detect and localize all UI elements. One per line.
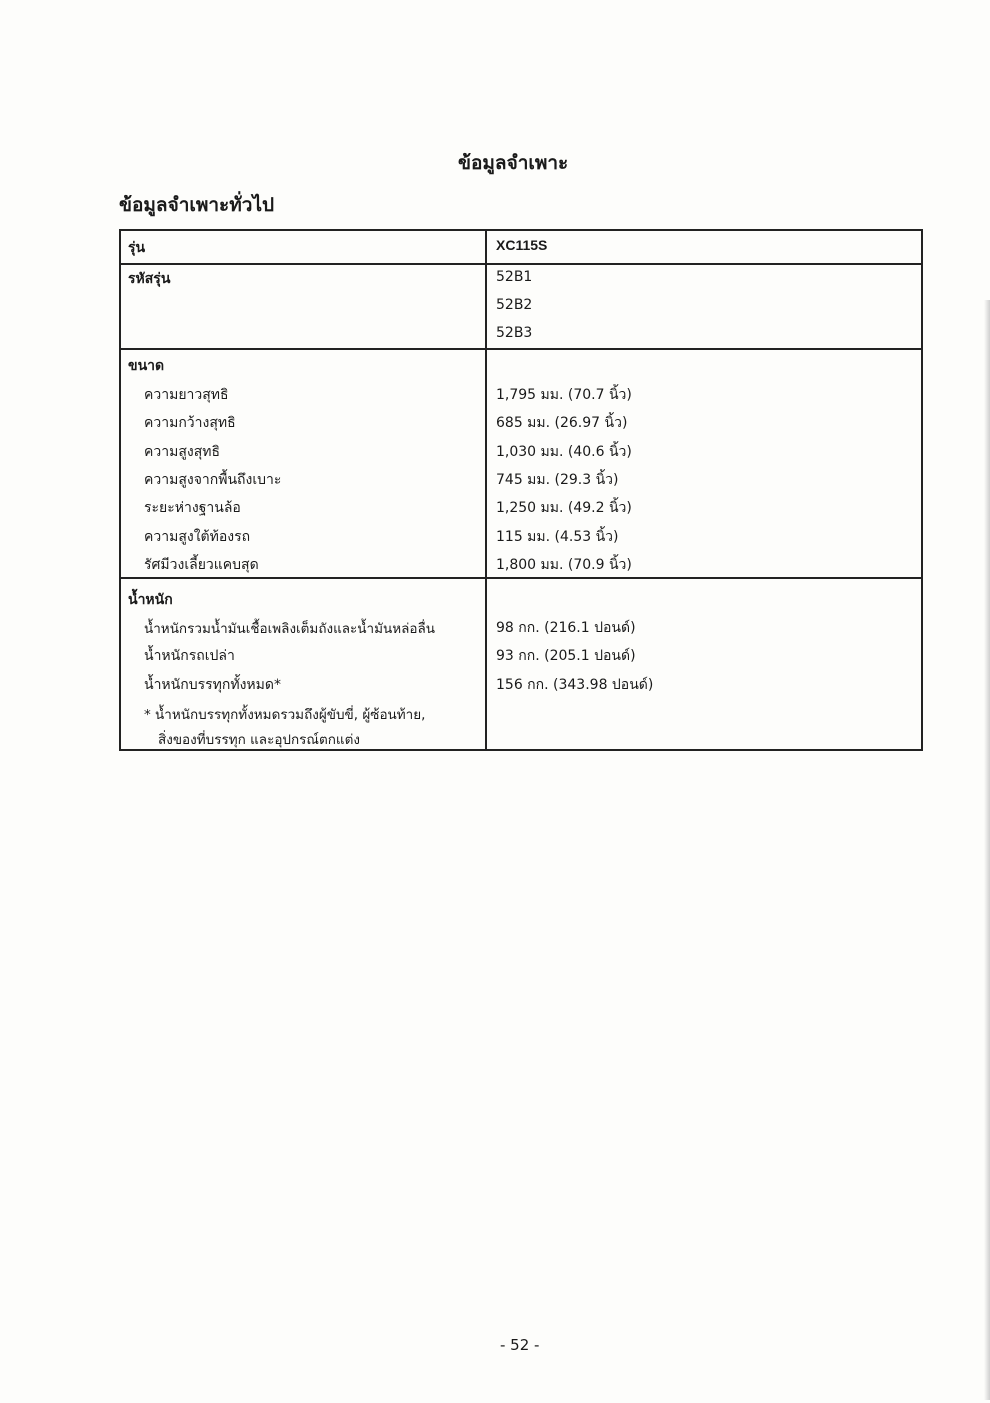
table-border-right — [921, 229, 923, 751]
header-label: รุ่น — [128, 240, 146, 256]
dimensions-label: ขนาด — [128, 358, 165, 374]
model-code: 52B3 — [496, 325, 533, 341]
table-border-top — [119, 229, 922, 231]
weight-row-label: น้ำหนักบรรทุกทั้งหมด* — [144, 677, 281, 693]
dimension-label: ความสูงจากพื้นถึงเบาะ — [144, 472, 282, 488]
header-model: XC115S — [496, 237, 548, 253]
dimension-label: ระยะห่างฐานล้อ — [144, 500, 241, 516]
model-code: 52B2 — [496, 297, 533, 313]
dimension-value: 745 มม. (29.3 นิ้ว) — [496, 472, 619, 488]
dimension-label: ความสูงสุทธิ — [144, 444, 221, 460]
dimension-label: รัศมีวงเลี้ยวแคบสุด — [144, 557, 259, 573]
dimension-label: ความกว้างสุทธิ — [144, 415, 236, 431]
row-divider — [119, 263, 922, 265]
weight-footnote: สิ่งของที่บรรทุก และอุปกรณ์ตกแต่ง — [158, 732, 360, 748]
weight-label: น้ำหนัก — [128, 592, 173, 608]
dimension-label: ความยาวสุทธิ — [144, 387, 229, 403]
weight-footnote: * น้ำหนักบรรทุกทั้งหมดรวมถึงผู้ขับขี่, ผู้ซ้อนท้าย, — [144, 707, 426, 723]
page-title: ข้อมูลจำเพาะ — [458, 152, 569, 174]
row-divider — [119, 348, 922, 350]
weight-value: 93 กก. (205.1 ปอนด์) — [496, 648, 636, 664]
dimension-value: 1,250 มม. (49.2 นิ้ว) — [496, 500, 632, 516]
column-divider — [485, 229, 487, 751]
page-number: - 52 - — [500, 1336, 540, 1354]
dimension-value: 685 มม. (26.97 นิ้ว) — [496, 415, 628, 431]
weight-value: 98 กก. (216.1 ปอนด์) — [496, 620, 636, 636]
table-border-left — [119, 229, 121, 751]
weight-row-label: น้ำหนักรวมน้ำมันเชื้อเพลิงเต็มถังและน้ำมันหล่อลื่น — [144, 621, 436, 637]
row-divider — [119, 577, 922, 579]
model-code: 52B1 — [496, 269, 533, 285]
dimension-value: 1,030 มม. (40.6 นิ้ว) — [496, 444, 632, 460]
model-code-label: รหัสรุ่น — [128, 271, 171, 287]
weight-value: 156 กก. (343.98 ปอนด์) — [496, 677, 654, 693]
dimension-value: 1,795 มม. (70.7 นิ้ว) — [496, 387, 632, 403]
dimension-value: 115 มม. (4.53 นิ้ว) — [496, 529, 619, 545]
section-title: ข้อมูลจำเพาะทั่วไป — [119, 194, 275, 216]
dimension-label: ความสูงใต้ท้องรถ — [144, 529, 251, 545]
dimension-value: 1,800 มม. (70.9 นิ้ว) — [496, 557, 632, 573]
scan-edge-shadow — [984, 300, 990, 1400]
weight-row-label: น้ำหนักรถเปล่า — [144, 648, 235, 664]
